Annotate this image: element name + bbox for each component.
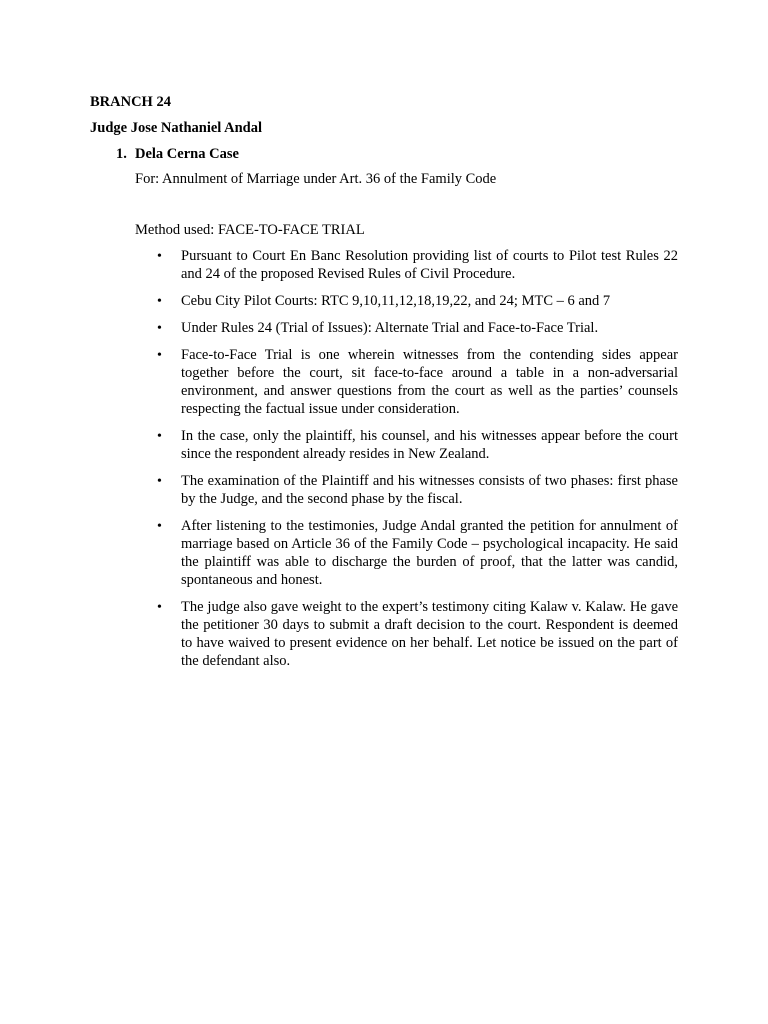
bullet-text: After listening to the testimonies, Judge Andal granted the petition for annulment of marriage based on Article 36 of the Family Code – psychological incapacity. He said the plaintiff was able to discharge the burden of proof, that the latter was candid, spontaneous and honest. (181, 518, 678, 588)
bullet-icon: • (157, 294, 162, 309)
bullet-icon: • (157, 249, 162, 264)
case-title: Dela Cerna Case (135, 146, 239, 162)
bullet-text: The judge also gave weight to the expert’s testimony citing Kalaw v. Kalaw. He gave the petitioner 30 days to submit a draft decision to the court. Respondent is deemed to have waived to present evidence on her behalf. Let notice be issued on the part of the defendant also. (181, 599, 678, 669)
bullet-icon: • (157, 600, 162, 615)
method-used: Method used: FACE-TO-FACE TRIAL (135, 222, 365, 238)
bullet-item (0, 598, 768, 670)
bullet-icon: • (157, 519, 162, 534)
bullet-item (0, 517, 768, 589)
bullet-item (0, 292, 768, 310)
bullet-text: In the case, only the plaintiff, his counsel, and his witnesses appear before the court since the respondent already resides in New Zealand. (181, 428, 678, 462)
branch-heading: BRANCH 24 (90, 94, 171, 110)
bullet-item (0, 346, 768, 418)
bullet-icon: • (157, 348, 162, 363)
bullet-item (0, 319, 768, 337)
case-number: 1. (116, 146, 127, 162)
judge-heading: Judge Jose Nathaniel Andal (90, 120, 263, 136)
bullet-item (0, 247, 768, 283)
bullet-text: Pursuant to Court En Banc Resolution providing list of courts to Pilot test Rules 22 and 24 of the proposed Revised Rules of Civil Procedure. (181, 248, 678, 282)
bullet-text: Face-to-Face Trial is one wherein witnesses from the contending sides appear together before the court, sit face-to-face around a table in a non-adversarial environment, and answer questions from the court as well as the parties’ counsels respecting the factual issue under consideration. (181, 347, 678, 417)
bullet-list (0, 247, 768, 679)
bullet-text: The examination of the Plaintiff and his witnesses consists of two phases: first phase by the Judge, and the second phase by the fiscal. (181, 473, 678, 507)
bullet-text: Under Rules 24 (Trial of Issues): Alternate Trial and Face-to-Face Trial. (181, 320, 599, 336)
bullet-icon: • (157, 321, 162, 336)
bullet-item (0, 472, 768, 508)
bullet-icon: • (157, 429, 162, 444)
bullet-icon: • (157, 474, 162, 489)
bullet-item (0, 427, 768, 463)
case-purpose: For: Annulment of Marriage under Art. 36 of the Family Code (135, 171, 497, 187)
bullet-text: Cebu City Pilot Courts: RTC 9,10,11,12,18,19,22, and 24; MTC – 6 and 7 (181, 293, 611, 309)
